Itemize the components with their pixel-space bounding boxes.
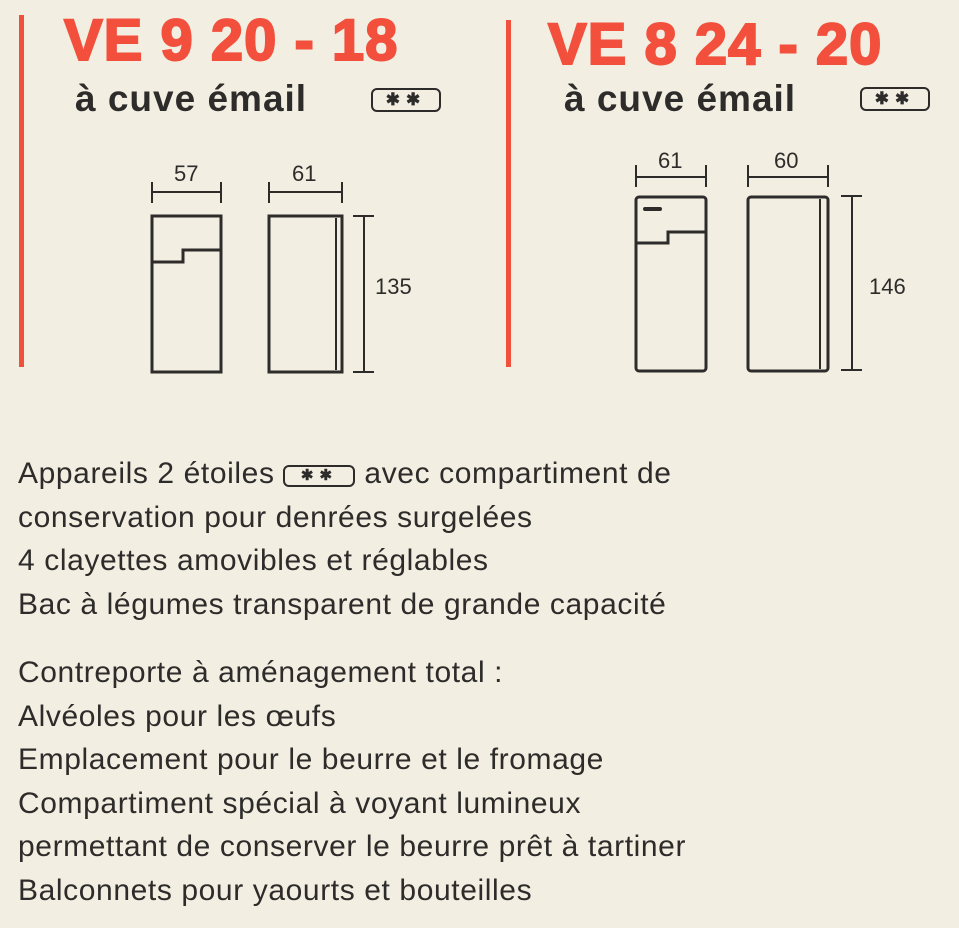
two-star-badge: ✱✱: [860, 87, 930, 111]
feature-line: 4 clayettes amovibles et réglables: [18, 544, 489, 577]
two-star-badge: ✱✱: [283, 465, 355, 487]
side-depth-label: 60: [774, 148, 799, 173]
height-dimension-line: [353, 216, 374, 372]
feature-line: Contreporte à aménagement total :: [18, 656, 504, 689]
model-title: VE 8 24 - 20: [548, 12, 883, 77]
height-dimension-line: [841, 196, 862, 370]
feature-line: Balconnets pour yaourts et bouteilles: [18, 873, 533, 907]
front-width-label: 61: [658, 148, 683, 173]
feature-line: Emplacement pour le beurre et le fromage: [18, 743, 604, 776]
fridge-front-diagram: [636, 197, 706, 371]
feature-line: Bac à légumes transparent de grande capacité: [18, 587, 667, 621]
fridge-front-diagram: [152, 216, 221, 372]
fridge-side-diagram: [748, 197, 828, 371]
fridge-diagrams: [0, 0, 959, 400]
features-block-1: [18, 452, 672, 626]
feature-line: Compartiment spécial à voyant lumineux: [18, 786, 582, 820]
height-label: 146: [869, 274, 906, 299]
two-star-badge: ✱✱: [371, 88, 441, 112]
model-subtitle: à cuve émail: [75, 78, 308, 119]
width-dimension-line: [636, 165, 706, 187]
side-depth-label: 61: [292, 161, 317, 186]
height-label: 135: [375, 274, 412, 299]
feature-line: permettant de conserver le beurre prêt à tartiner: [18, 830, 687, 863]
model-title: VE 9 20 - 18: [64, 8, 399, 73]
fridge-side-diagram: [269, 216, 342, 372]
feature-line: conservation pour denrées surgelées: [18, 500, 533, 534]
depth-dimension-line: [748, 165, 828, 187]
feature-line: Alvéoles pour les œufs: [18, 699, 337, 733]
width-dimension-line: [152, 182, 221, 203]
depth-dimension-line: [269, 182, 342, 203]
model-subtitle: à cuve émail: [564, 78, 797, 119]
features-block-2: [18, 651, 686, 912]
front-width-label: 57: [174, 161, 199, 186]
feature-line: Appareils 2 étoiles ✱✱ avec compartiment de: [18, 457, 672, 490]
